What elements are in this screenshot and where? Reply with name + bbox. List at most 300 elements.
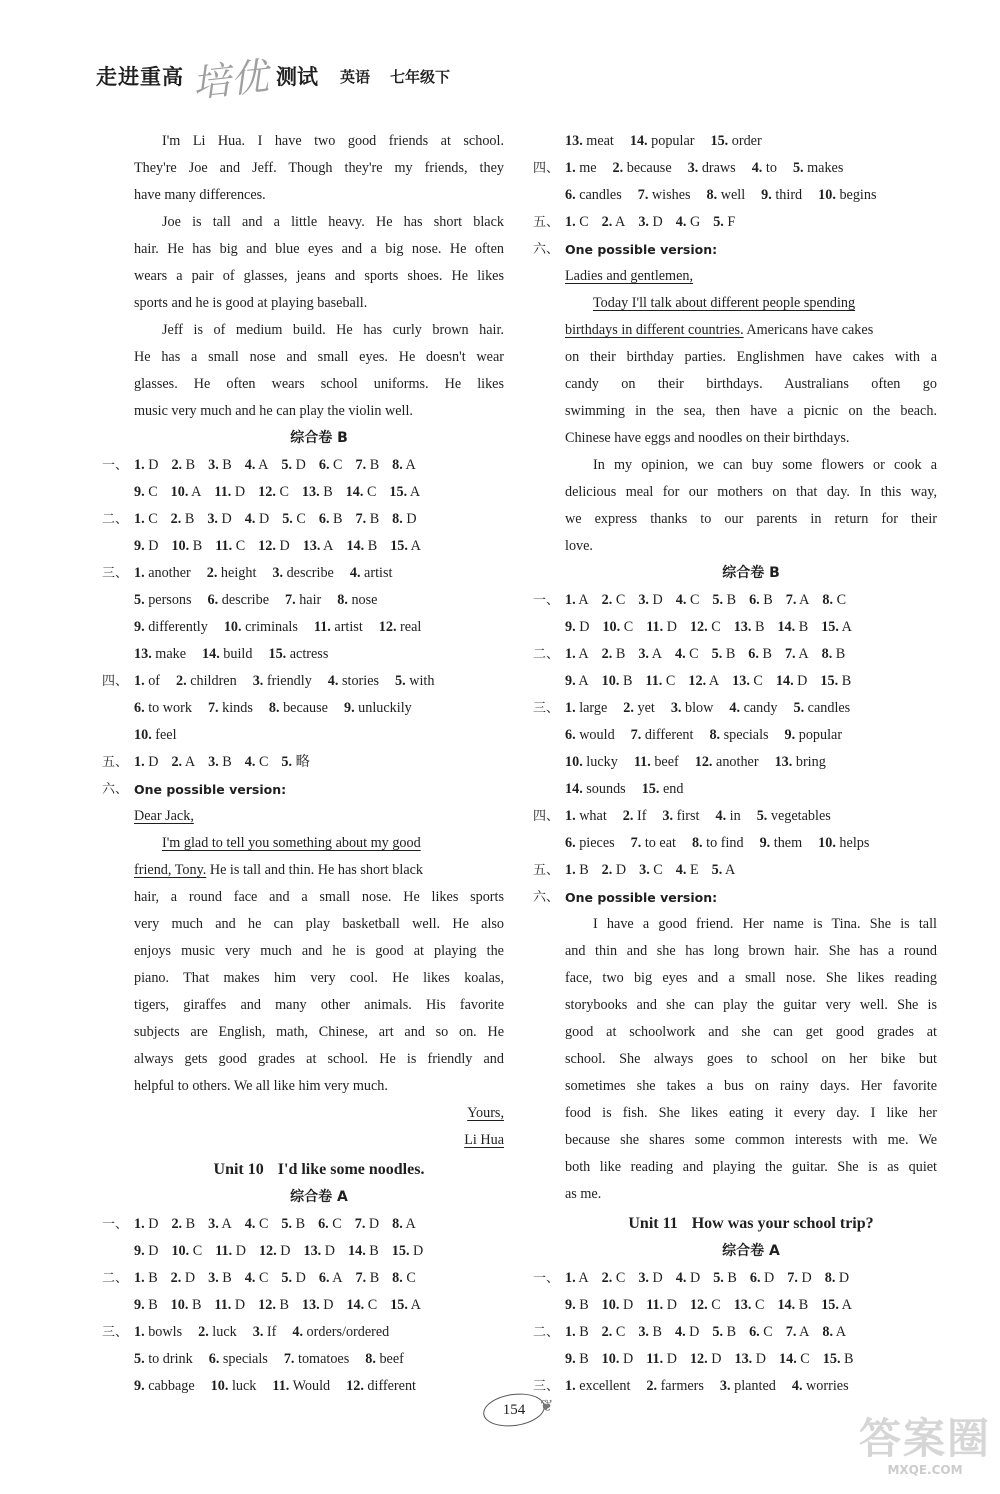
question-number: 三、 [533,701,560,716]
answer-value: worries [802,1378,849,1394]
answer-number: 4. [751,160,763,176]
answer-item [631,722,694,749]
answer-item [207,560,257,587]
essay-line: as me. [565,1186,602,1202]
answer-item [134,506,158,533]
answer-row [565,830,937,857]
answer-number: 10. [134,727,152,743]
answer-number: 9. [759,835,771,851]
answer-item [565,857,589,884]
answer-value: B [292,1216,306,1232]
answer-item [253,1319,277,1346]
answer-item [602,1265,626,1292]
answer-item [786,1319,810,1346]
answer-value: C [402,1270,416,1286]
answer-item [646,614,677,641]
answer-number: 2. [623,700,634,716]
answer-value: C [686,592,700,608]
answer-value: C [707,1297,721,1313]
answer-item [258,479,289,506]
answer-number: 15. [821,619,839,635]
sample-heading [102,776,504,803]
letter-line: piano. That makes him very cool. He likes koalas, [134,970,504,986]
answer-item [134,695,192,722]
answer-number: 8. [268,700,280,716]
answer-value: B [612,646,626,662]
letter-greeting [134,803,504,830]
answer-value: tomatoes [294,1351,350,1367]
answer-item [390,533,421,560]
letter-line: enjoys music very much and he is good at playing the [134,943,504,959]
answer-item [344,695,412,722]
answer-number: 10. [601,1297,620,1313]
answer-item [638,1319,662,1346]
question-number: 四、 [533,161,560,176]
answer-value: A [320,538,334,554]
answer-item [602,641,626,668]
section-title: 综合卷 B [722,565,780,581]
page-header [96,53,451,106]
question-number: 三、 [102,1325,129,1340]
answer-item [215,533,245,560]
answer-number: 4. [674,646,686,662]
answer-item [224,614,298,641]
answer-number: 2. [601,1324,613,1340]
answer-number: 13. [732,673,750,689]
answer-number: 4. [675,862,687,878]
answer-item [662,803,699,830]
unit-number: Unit 11 [628,1215,678,1232]
answer-number: 7. [785,1324,797,1340]
answer-number: 9. [134,538,145,554]
answer-number: 5. [281,457,293,473]
grade-label: 七年级下 [390,67,451,86]
answer-item [292,1319,389,1346]
answer-item [350,560,393,587]
answer-number: 1. [565,862,576,878]
answer-item [646,1373,704,1400]
answer-number: 13. [733,1297,752,1313]
answer-number: 8. [392,511,403,527]
answer-number: 10. [601,1351,620,1367]
answer-item [208,452,232,479]
answer-item [793,695,850,722]
answer-number: 6. [749,1270,761,1286]
answer-number: 10. [170,1297,189,1313]
answer-value: If [263,1324,277,1340]
answer-value: B [795,619,809,635]
speech-line: we express thanks to our parents in return for their [565,511,937,527]
answer-item [171,506,195,533]
answer-item [281,452,305,479]
answer-item [671,695,714,722]
answer-item [638,641,662,668]
answer-number: 4. [791,1378,803,1394]
answer-value: C [255,754,269,770]
answer-value: A [796,592,810,608]
answer-value: Would [289,1378,331,1394]
answer-number: 11. [215,1243,233,1259]
question-number: 三、 [102,566,129,581]
answer-number: 8. [337,592,348,608]
answer-number: 7. [355,1270,367,1286]
answer-number: 1. [565,700,576,716]
letter-closing [134,1100,504,1127]
answer-item [134,1265,158,1292]
speech-line: on their birthday parties. Englishmen have cakes with a [565,349,937,365]
answer-number: 13. [301,1297,320,1313]
answer-item [395,668,434,695]
essay-line: storybooks and she can play the guitar very well. She is [565,997,937,1013]
essay-line: I'm Li Hua. I have two good friends at school. [162,133,504,149]
answer-value: order [728,133,762,149]
answer-value: B [648,1324,662,1340]
essay-line: food is fish. She likes eating it every day. I like her [565,1105,937,1121]
answer-item [171,1265,195,1292]
answer-number: 3. [662,808,674,824]
unit-title: How was your school trip? [691,1215,874,1232]
leaf-ornament-icon: ❦ [540,1398,554,1415]
answer-value: popular [647,133,695,149]
answer-item [318,1211,342,1238]
answer-row [533,1265,937,1292]
answer-number: 9. [343,700,355,716]
answer-item [707,182,746,209]
answer-value: C [749,673,763,689]
answer-value: D [686,1270,701,1286]
answer-number: 11. [645,673,663,689]
answer-value: A [407,484,421,500]
answer-number: 7. [630,727,642,743]
answer-number: 8. [691,835,703,851]
answer-item [690,1292,721,1319]
answer-row [102,668,504,695]
answer-value: C [612,1324,626,1340]
answer-item [281,1211,305,1238]
answer-item [346,1373,416,1400]
answer-value: A [218,1216,232,1232]
answer-item [207,506,231,533]
answer-value: D [232,1243,246,1259]
answer-value: A [575,1270,589,1286]
answer-number: 5. [711,646,723,662]
answer-value: B [723,1324,737,1340]
answer-value: C [685,646,699,662]
answer-item [202,641,252,668]
right-column [533,128,937,1400]
answer-value: because [623,160,672,176]
answer-value: A [648,646,662,662]
answer-value: D [292,457,306,473]
answer-item [818,830,869,857]
answer-row [134,722,504,749]
answer-number: 2. [171,754,183,770]
answer-number: 2. [601,862,613,878]
question-number: 一、 [533,593,560,608]
answer-value: C [329,457,343,473]
answer-item [752,155,777,182]
answer-number: 6. [748,646,759,662]
answer-item [676,209,700,236]
answer-number: 8. [709,727,721,743]
answer-number: 2. [601,214,613,230]
answer-value: A [255,457,269,473]
essay-line: school. She always goes to school on her bike but [565,1051,937,1067]
answer-number: 3. [208,457,219,473]
answer-item [134,560,191,587]
answer-item [820,668,851,695]
answer-item [171,1211,195,1238]
answer-item [392,452,416,479]
speech-line: swimming in the sea, then have a picnic on the beach. [565,403,937,419]
answer-value: specials [219,1351,268,1367]
answer-value: artist [360,565,393,581]
question-number: 二、 [533,647,560,662]
answer-number: 15. [390,1297,408,1313]
answer-item [171,479,202,506]
answer-number: 7. [283,1351,295,1367]
letter-line: always gets good grades at school. He is friendly and [134,1051,504,1067]
answer-item [623,695,655,722]
answer-item [565,182,622,209]
answer-value: describe [218,592,270,608]
answer-row [134,1238,504,1265]
answer-item [565,128,614,155]
brand-suffix: 测试 [276,65,319,89]
answer-item [602,614,633,641]
answer-item [337,587,377,614]
answer-item [392,1238,424,1265]
answer-number: 12. [258,484,276,500]
answer-value: of [144,673,161,689]
answer-value: wishes [648,187,691,203]
essay-line: face, two big eyes and a small nose. She likes reading [565,970,937,986]
answer-row [533,155,937,182]
answer-row [565,776,937,803]
answer-item [675,1319,699,1346]
answer-item [565,1265,589,1292]
section-title: 综合卷 A [290,1189,348,1205]
answer-value: D [663,1351,677,1367]
answer-value: D [402,511,417,527]
answer-item [171,452,195,479]
speech-line: delicious meal for our mothers on that day. In this way, [565,484,937,500]
answer-number: 13. [302,538,321,554]
question-number: 六、 [533,890,560,905]
answer-item [208,1211,232,1238]
answer-number: 1. [134,754,145,770]
answer-number: 9. [565,673,576,689]
answer-number: 3. [670,700,682,716]
greeting-text: Dear Jack, [134,808,194,824]
answer-value: D [685,1324,700,1340]
answer-number: 5. [713,1270,724,1286]
answer-number: 2. [170,1270,182,1286]
answer-value: D [319,1297,334,1313]
answer-number: 12. [346,1378,364,1394]
question-number: 一、 [102,458,129,473]
answer-value: A [329,1270,343,1286]
answer-number: 6. [749,1324,760,1340]
answer-item [565,587,589,614]
answer-number: 3. [208,1270,219,1286]
answer-number: 3. [252,1324,264,1340]
answer-item [757,803,831,830]
answer-value: A [188,484,202,500]
answer-item [760,830,803,857]
answer-item [392,1211,416,1238]
answer-number: 13. [303,1243,322,1259]
answer-number: 2. [176,673,187,689]
answer-number: 14. [777,619,796,635]
answer-value: C [144,484,158,500]
answer-value: first [673,808,700,824]
answer-item [134,479,158,506]
answer-value: B [575,1297,589,1313]
question-number: 六、 [533,242,560,257]
answer-item [346,479,377,506]
answer-item [602,1319,626,1346]
answer-number: 12. [689,619,708,635]
answer-item [692,830,744,857]
answer-item [638,209,662,236]
speech-line [565,290,937,317]
answer-item [565,776,626,803]
answer-value: C [649,862,663,878]
answer-number: 8. [392,1216,403,1232]
answer-number: 9. [565,1351,576,1367]
answer-value: D [619,1297,634,1313]
answer-item [602,587,626,614]
answer-value: D [663,619,677,635]
answer-number: 4. [244,1216,256,1232]
answer-value: D [365,1216,380,1232]
answer-item [328,668,379,695]
answer-item [134,668,160,695]
answer-value: B [795,1297,809,1313]
answer-row [565,1292,937,1319]
answer-number: 3. [719,1378,731,1394]
answer-value: cabbage [144,1378,195,1394]
answer-value: luck [208,1324,237,1340]
answer-number: 13. [565,133,583,149]
answer-item [676,587,700,614]
answer-item [823,1346,854,1373]
answer-value: yet [633,700,655,716]
answer-item [346,533,377,560]
answer-item [623,803,647,830]
answer-value: B [181,511,195,527]
answer-number: 1. [134,511,145,527]
answer-value: to [762,160,777,176]
answer-item [215,1238,246,1265]
answer-value: B [364,538,378,554]
answer-value: with [405,673,435,689]
answer-value: C [575,214,589,230]
answer-item [346,1292,377,1319]
answer-item [638,1265,662,1292]
answer-item [245,1265,269,1292]
answer-number: 5. [281,1216,293,1232]
answer-row [134,614,504,641]
answer-value: D [793,673,808,689]
answer-row [565,182,937,209]
answer-value: nose [347,592,378,608]
answer-value: draws [698,160,736,176]
answer-row [533,209,937,236]
essay-line: music very much and he can play the violin well. [134,403,413,419]
answer-item [613,155,672,182]
answer-value: E [686,862,699,878]
answer-item [715,803,740,830]
essay-line: hair. He has big and blue eyes and a big nose. He often [134,241,504,257]
answer-value: unluckily [354,700,412,716]
answer-number: 10. [602,619,621,635]
answer-number: 8. [824,1270,836,1286]
answer-value: D [752,1351,766,1367]
answer-item [645,668,675,695]
answer-value: bowls [144,1324,183,1340]
answer-row [565,722,937,749]
answer-item [646,1346,677,1373]
answer-number: 2. [170,511,182,527]
sample-heading [533,236,937,263]
answer-value: A [612,214,626,230]
essay-line: and thin and she has long brown hair. She has a round [565,943,937,959]
letter-line: subjects are English, math, Chinese, art and so on. He [134,1024,504,1040]
answer-value: C [707,619,721,635]
answer-value: D [144,538,159,554]
answer-number: 9. [134,1243,145,1259]
answer-value: planted [730,1378,776,1394]
answer-number: 11. [646,1297,664,1313]
answer-item [634,749,679,776]
answer-item [729,695,777,722]
answer-value: third [771,187,803,203]
answer-number: 4. [729,700,741,716]
answer-number: 11. [215,538,233,554]
answer-value: them [770,835,803,851]
answer-value: C [796,1351,810,1367]
answer-value: candles [575,187,622,203]
answer-number: 13. [134,646,152,662]
answer-value: B [365,1243,379,1259]
essay-line: sometimes she takes a bus on rainy days. Her favorite [565,1078,937,1094]
speech-text: Americans have cakes [743,322,874,338]
one-possible-version: One possible version: [134,782,287,797]
answer-value: C [751,1297,765,1313]
answer-value: D [217,511,232,527]
answer-value: kinds [218,700,253,716]
answer-row [533,857,937,884]
answer-value: D [275,538,290,554]
answer-item [822,641,846,668]
answer-item [630,128,695,155]
answer-number: 1. [565,160,576,176]
answer-value: D [760,1270,775,1286]
answer-item [134,722,177,749]
answer-number: 11. [646,1351,664,1367]
answer-number: 14. [202,646,220,662]
answer-number: 10. [223,619,242,635]
answer-number: 1. [134,673,145,689]
essay-line: good at schoolwork and she can get good grades at [565,1024,937,1040]
answer-item [176,668,237,695]
answer-value: D [409,1243,424,1259]
answer-row [565,614,937,641]
speech-greeting [565,263,937,290]
answer-item [776,668,808,695]
